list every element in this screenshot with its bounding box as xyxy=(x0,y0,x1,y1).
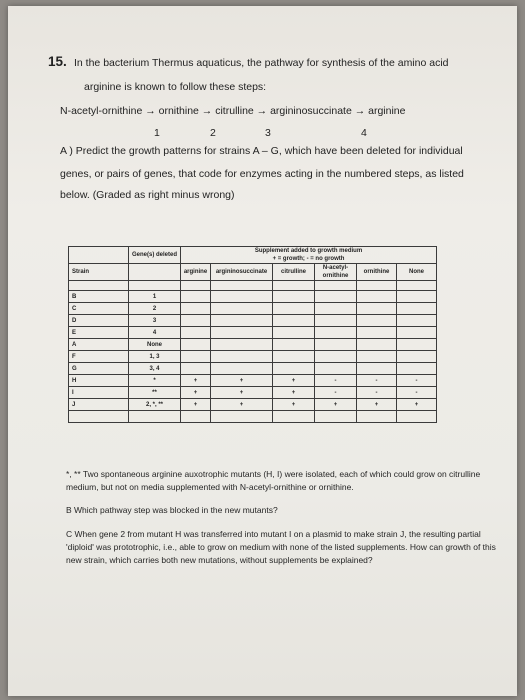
strain-cell: C xyxy=(69,303,129,315)
growth-cell xyxy=(397,291,437,303)
column-header-ornithine: ornithine xyxy=(357,264,397,281)
empty-cell xyxy=(69,411,129,423)
growth-cell xyxy=(357,363,397,375)
empty-cell xyxy=(129,411,181,423)
growth-cell xyxy=(273,339,315,351)
table-body xyxy=(69,291,437,411)
spacer-cell xyxy=(273,281,315,291)
growth-cell xyxy=(397,327,437,339)
growth-cell: - xyxy=(397,375,437,387)
table-row xyxy=(69,327,437,339)
growth-cell xyxy=(315,327,357,339)
genes-cell: ** xyxy=(129,387,181,399)
spacer-row xyxy=(69,281,437,291)
growth-cell xyxy=(315,351,357,363)
step-number-2: 2 xyxy=(210,127,216,139)
genes-cell: None xyxy=(129,339,181,351)
growth-cell xyxy=(357,339,397,351)
growth-cell: + xyxy=(181,399,211,411)
question-text-line-2: arginine is known to follow these steps: xyxy=(84,81,267,93)
spacer-cell xyxy=(357,281,397,291)
worksheet-page xyxy=(8,6,517,696)
part-a-line-2: genes, or pairs of genes, that code for enzymes acting in the numbered steps, as listed xyxy=(60,168,464,180)
growth-cell xyxy=(357,291,397,303)
empty-cell xyxy=(397,411,437,423)
pathway-text: N-acetyl-ornithine → ornithine → citrulline → argininosuccinate → arginine xyxy=(60,105,406,117)
column-header-n-acetyl-ornithine: N-acetyl-ornithine xyxy=(315,264,357,281)
growth-cell xyxy=(397,339,437,351)
empty-cell xyxy=(357,411,397,423)
growth-cell xyxy=(273,303,315,315)
growth-cell: + xyxy=(211,399,273,411)
trailing-empty-row xyxy=(69,411,437,423)
genes-cell: 2 xyxy=(129,303,181,315)
growth-cell xyxy=(211,291,273,303)
growth-cell xyxy=(211,315,273,327)
genes-cell: 4 xyxy=(129,327,181,339)
strain-cell: G xyxy=(69,363,129,375)
step-number-3: 3 xyxy=(265,127,271,139)
empty-header-cell xyxy=(69,247,129,264)
step-number-4: 4 xyxy=(361,127,367,139)
growth-cell xyxy=(315,339,357,351)
genes-cell: 1 xyxy=(129,291,181,303)
growth-cell xyxy=(273,315,315,327)
table-row xyxy=(69,351,437,363)
growth-cell xyxy=(315,363,357,375)
growth-cell xyxy=(357,315,397,327)
growth-cell: + xyxy=(273,375,315,387)
empty-cell xyxy=(315,411,357,423)
empty-cell xyxy=(181,411,211,423)
growth-cell xyxy=(357,303,397,315)
footnote-text: *, ** Two spontaneous arginine auxotrophic mutants (H, I) were isolated, each of which could grow on citrulline medium, but not on media supplemented with N-acetyl-ornithine or ornithine. xyxy=(66,469,481,492)
growth-cell: + xyxy=(211,387,273,399)
table-row xyxy=(69,339,437,351)
growth-cell xyxy=(181,327,211,339)
growth-cell xyxy=(181,291,211,303)
supplement-header xyxy=(181,247,437,264)
growth-table xyxy=(68,246,437,423)
strain-cell: B xyxy=(69,291,129,303)
growth-cell: + xyxy=(181,387,211,399)
growth-cell: - xyxy=(315,387,357,399)
growth-cell: - xyxy=(357,375,397,387)
growth-cell: + xyxy=(397,399,437,411)
strain-cell: J xyxy=(69,399,129,411)
growth-cell xyxy=(315,291,357,303)
genes-cell: 3, 4 xyxy=(129,363,181,375)
spacer-cell xyxy=(129,281,181,291)
spacer-cell xyxy=(211,281,273,291)
strain-cell: F xyxy=(69,351,129,363)
table-row xyxy=(69,375,437,387)
growth-cell xyxy=(357,327,397,339)
question-text-line-1: In the bacterium Thermus aquaticus, the pathway for synthesis of the amino acid xyxy=(74,57,449,69)
growth-cell xyxy=(315,303,357,315)
strain-cell: E xyxy=(69,327,129,339)
genes-cell: 2, *, ** xyxy=(129,399,181,411)
table-row xyxy=(69,291,437,303)
spacer-cell xyxy=(397,281,437,291)
growth-cell xyxy=(397,315,437,327)
genes-cell: 1, 3 xyxy=(129,351,181,363)
strain-cell: I xyxy=(69,387,129,399)
part-a-line-3: below. (Graded as right minus wrong) xyxy=(60,189,235,201)
strain-cell: A xyxy=(69,339,129,351)
column-header-citrulline: citrulline xyxy=(273,264,315,281)
table-row xyxy=(69,363,437,375)
table-header-row xyxy=(69,247,437,264)
part-c-question: C When gene 2 from mutant H was transferred into mutant I on a plasmid to make strain J, the resulting partial 'diploid' was prototrophic, i.e., able to grow on medium with none of the listed supplements. How can growth of this new strain, which carries both new mutations, without supplements be explained? xyxy=(66,529,496,565)
spacer-cell xyxy=(69,281,129,291)
part-b-question: B Which pathway step was blocked in the new mutants? xyxy=(66,505,278,515)
growth-cell: - xyxy=(397,387,437,399)
growth-cell xyxy=(211,363,273,375)
genes-column-spacer xyxy=(129,264,181,281)
genes-cell: * xyxy=(129,375,181,387)
growth-cell xyxy=(397,351,437,363)
growth-cell xyxy=(357,351,397,363)
growth-cell: + xyxy=(211,375,273,387)
growth-cell xyxy=(211,351,273,363)
growth-cell xyxy=(211,327,273,339)
step-number-1: 1 xyxy=(154,127,160,139)
question-number: 15. xyxy=(48,54,67,69)
growth-cell xyxy=(315,315,357,327)
genes-deleted-header: Gene(s) deleted xyxy=(129,247,181,264)
growth-cell xyxy=(273,351,315,363)
table-row xyxy=(69,315,437,327)
growth-cell xyxy=(397,303,437,315)
part-a-line-1: A ) Predict the growth patterns for strains A – G, which have been deleted for individual xyxy=(60,145,463,157)
growth-cell: + xyxy=(357,399,397,411)
supplement-header-text: Supplement added to growth medium xyxy=(254,248,363,254)
table-row xyxy=(69,387,437,399)
growth-legend: + = growth; - = no growth xyxy=(272,256,345,262)
column-header-arginine: arginine xyxy=(181,264,211,281)
growth-cell xyxy=(181,339,211,351)
strain-cell: H xyxy=(69,375,129,387)
growth-cell: + xyxy=(273,387,315,399)
strain-cell: D xyxy=(69,315,129,327)
growth-cell xyxy=(211,339,273,351)
growth-cell: - xyxy=(357,387,397,399)
table-row xyxy=(69,399,437,411)
genes-cell: 3 xyxy=(129,315,181,327)
growth-cell xyxy=(397,363,437,375)
empty-cell xyxy=(273,411,315,423)
column-header-row xyxy=(69,264,437,281)
column-header-none: None xyxy=(397,264,437,281)
spacer-cell xyxy=(315,281,357,291)
strain-header: Strain xyxy=(69,264,129,281)
growth-cell xyxy=(181,303,211,315)
growth-cell xyxy=(181,351,211,363)
growth-cell: + xyxy=(273,399,315,411)
growth-cell xyxy=(273,363,315,375)
growth-cell xyxy=(273,291,315,303)
growth-cell xyxy=(181,363,211,375)
growth-cell: - xyxy=(315,375,357,387)
growth-cell xyxy=(181,315,211,327)
growth-cell: + xyxy=(315,399,357,411)
growth-cell: + xyxy=(181,375,211,387)
growth-cell xyxy=(273,327,315,339)
spacer-cell xyxy=(181,281,211,291)
column-header-argininosuccinate: argininosuccinate xyxy=(211,264,273,281)
table-row xyxy=(69,303,437,315)
empty-cell xyxy=(211,411,273,423)
growth-cell xyxy=(211,303,273,315)
